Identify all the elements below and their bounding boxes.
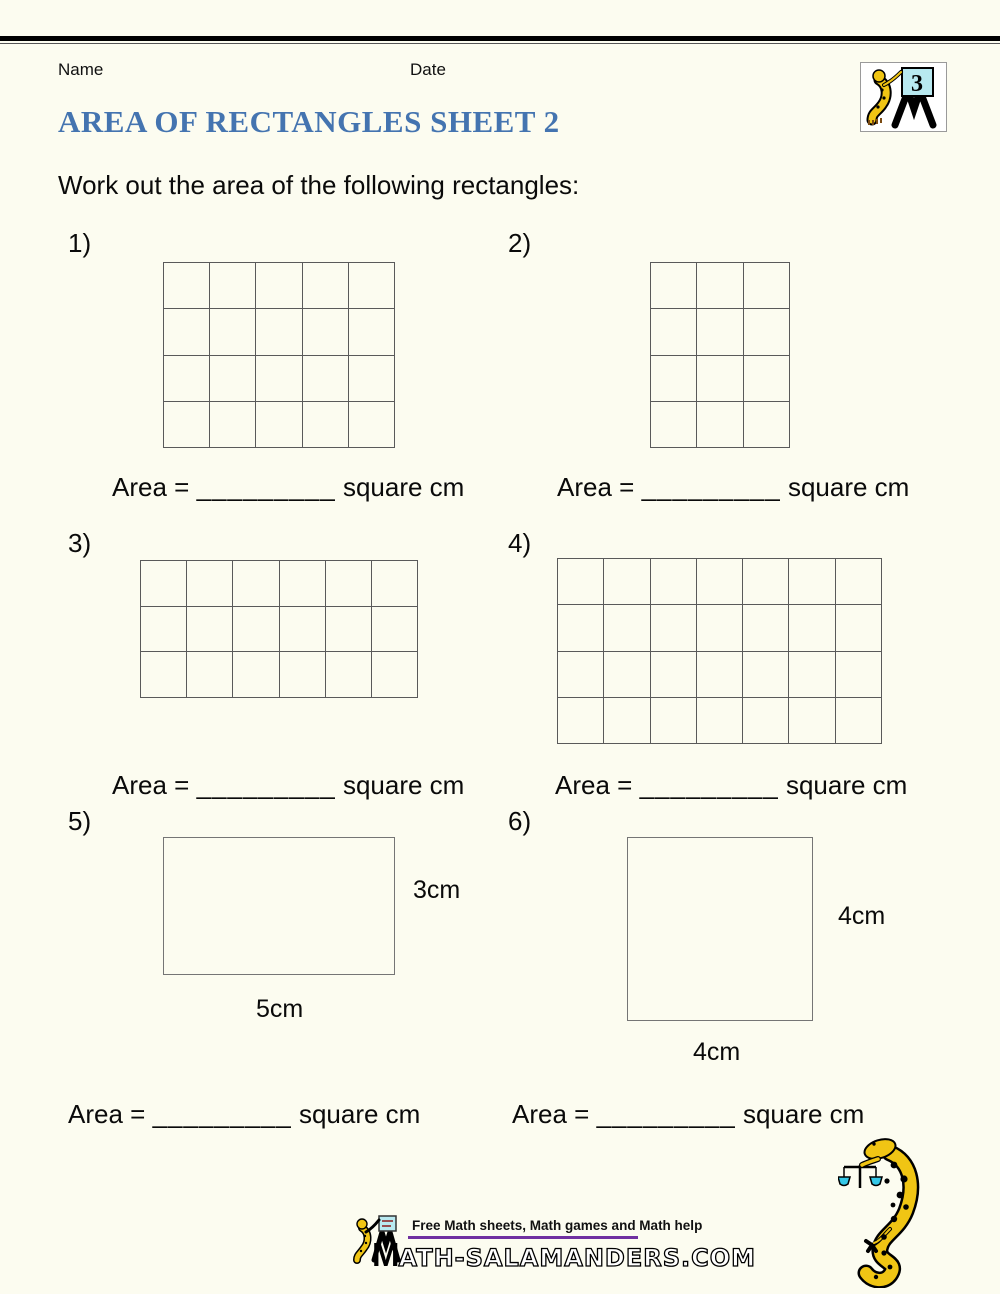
- scale-left-pan: [838, 1177, 850, 1186]
- instruction-text: Work out the area of the following rectangles:: [58, 170, 580, 200]
- answer-prefix: Area =: [112, 770, 190, 800]
- top-divider-thin: [0, 43, 1000, 44]
- page-title: AREA OF RECTANGLES SHEET 2: [58, 104, 560, 139]
- problem-6-height-label: 4cm: [838, 902, 886, 930]
- grade-number: 3: [911, 71, 923, 97]
- date-label: Date: [410, 60, 446, 79]
- answer-suffix: square cm: [785, 770, 908, 800]
- logo-salamander-head: [873, 70, 885, 82]
- answer-suffix: square cm: [342, 770, 465, 800]
- problem-3-number: 3): [68, 528, 92, 558]
- problem-5-rectangle: [163, 837, 395, 975]
- answer-blank: _________: [596, 1099, 736, 1129]
- problem-5-height-label: 3cm: [413, 876, 461, 904]
- problem-4-answer-line: [555, 770, 907, 801]
- top-divider: [0, 36, 1000, 41]
- problem-5-answer-line: [68, 1099, 420, 1130]
- answer-blank: _________: [639, 770, 779, 800]
- grade-3-logo: [860, 62, 947, 132]
- site-name: [372, 1236, 756, 1274]
- problem-1-number: 1): [68, 228, 92, 258]
- problem-5-number: 5): [68, 806, 92, 836]
- problem-4-number: 4): [508, 528, 532, 558]
- problem-6-answer-line: [512, 1099, 864, 1130]
- mascot-body: [866, 1153, 911, 1280]
- answer-prefix: Area =: [512, 1099, 590, 1129]
- answer-blank: _________: [196, 472, 336, 502]
- problem-2-grid: [650, 262, 790, 448]
- answer-prefix: Area =: [555, 770, 633, 800]
- math-salamanders-grade-logo-icon: [861, 63, 946, 131]
- answer-prefix: Area =: [68, 1099, 146, 1129]
- answer-suffix: square cm: [787, 472, 910, 502]
- problem-4-grid: [557, 558, 882, 744]
- problem-6-width-label: 4cm: [693, 1038, 741, 1066]
- footer-tagline: Free Math sheets, Math games and Math help: [412, 1218, 703, 1233]
- problem-6-rectangle: [627, 837, 813, 1021]
- problem-1-answer-line: [112, 472, 464, 503]
- scale-right-pan: [870, 1177, 882, 1186]
- problem-6-number: 6): [508, 806, 532, 836]
- problem-5-width-label: 5cm: [256, 995, 304, 1023]
- mascot-eye: [872, 1142, 875, 1145]
- answer-suffix: square cm: [342, 472, 465, 502]
- problem-3-answer-line: [112, 770, 464, 801]
- answer-suffix: square cm: [298, 1099, 421, 1129]
- name-label: Name: [58, 60, 104, 79]
- answer-blank: _________: [641, 472, 781, 502]
- answer-blank: _________: [152, 1099, 292, 1129]
- problem-2-answer-line: [557, 472, 909, 503]
- salamander-mascot-icon: [838, 1133, 953, 1288]
- problem-2-number: 2): [508, 228, 532, 258]
- answer-suffix: square cm: [742, 1099, 865, 1129]
- answer-prefix: Area =: [557, 472, 635, 502]
- site-name-initial: M: [372, 1236, 399, 1273]
- problem-3-grid: [140, 560, 418, 698]
- answer-blank: _________: [196, 770, 336, 800]
- answer-prefix: Area =: [112, 472, 190, 502]
- site-name-rest: ATH-SALAMANDERS.COM: [398, 1244, 756, 1272]
- problem-1-grid: [163, 262, 395, 448]
- logo-salamander-arm: [884, 72, 901, 85]
